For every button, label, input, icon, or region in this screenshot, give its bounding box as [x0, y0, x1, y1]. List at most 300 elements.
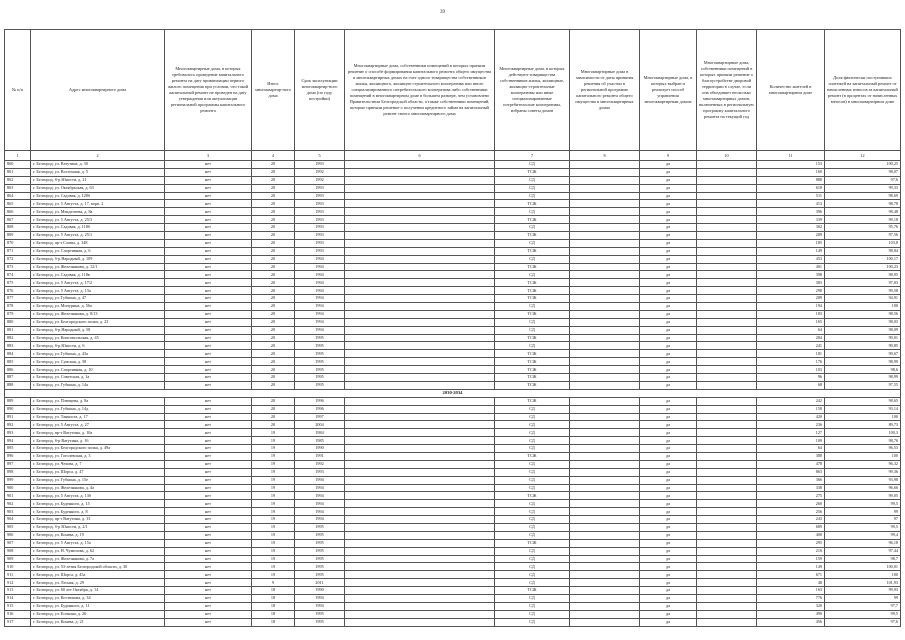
table-cell: г. Белгород, ул. Железнякова, д. 4а — [31, 484, 165, 492]
table-cell: СД — [495, 437, 570, 445]
table-cell: 19 — [252, 452, 295, 460]
table-row — [5, 326, 901, 334]
table-cell: 96,18 — [825, 539, 901, 547]
table-cell — [570, 452, 640, 460]
table-cell: нет — [165, 618, 252, 626]
table-row — [5, 208, 901, 216]
table-cell — [345, 287, 495, 295]
table-cell: г. Белгород, ул. Сумская, д. 58 — [31, 358, 165, 366]
table-cell: 185 — [757, 239, 825, 247]
table-row — [5, 168, 901, 176]
table-cell — [697, 437, 757, 445]
table-row — [5, 184, 901, 192]
table-row — [5, 421, 901, 429]
table-cell: 1994 — [295, 508, 345, 516]
table-cell: 878 — [5, 303, 31, 311]
table-cell: да — [640, 310, 697, 318]
table-cell: нет — [165, 508, 252, 516]
table-cell: 1995 — [295, 610, 345, 618]
column-number-cell: 6 — [345, 151, 495, 161]
table-cell: 99 — [825, 594, 901, 602]
table-cell — [697, 555, 757, 563]
table-cell: 1985 — [295, 437, 345, 445]
column-number-cell: 4 — [252, 151, 295, 161]
table-cell: СД — [495, 531, 570, 539]
table-cell: 1995 — [295, 374, 345, 382]
table-cell — [570, 618, 640, 626]
table-cell: нет — [165, 531, 252, 539]
table-cell — [697, 602, 757, 610]
table-cell: да — [640, 508, 697, 516]
table-row — [5, 334, 901, 342]
table-cell: нет — [165, 594, 252, 602]
table-cell: 298 — [757, 287, 825, 295]
table-cell: 1994 — [295, 500, 345, 508]
table-cell — [697, 208, 757, 216]
table-cell: 18 — [252, 587, 295, 595]
table-cell — [345, 555, 495, 563]
table-cell: 889 — [5, 397, 31, 405]
table-cell — [697, 547, 757, 555]
table-cell: 89,73 — [825, 421, 901, 429]
table-cell: 18 — [252, 618, 295, 626]
table-cell: 1990 — [295, 445, 345, 453]
table-row — [5, 531, 901, 539]
table-cell — [697, 460, 757, 468]
table-cell: 1993 — [295, 232, 345, 240]
table-cell: 1994 — [295, 484, 345, 492]
table-cell: ТСЖ — [495, 279, 570, 287]
table-cell — [697, 366, 757, 374]
table-cell: ТСЖ — [495, 310, 570, 318]
table-cell — [345, 571, 495, 579]
table-cell: нет — [165, 334, 252, 342]
table-cell: 396 — [757, 208, 825, 216]
table-cell: 64 — [757, 326, 825, 334]
table-cell — [697, 279, 757, 287]
table-cell — [345, 192, 495, 200]
table-cell: 20 — [252, 295, 295, 303]
table-cell — [697, 484, 757, 492]
table-cell: 98,99 — [825, 374, 901, 382]
table-cell: ТСЖ — [495, 492, 570, 500]
table-cell: да — [640, 342, 697, 350]
table-cell — [570, 168, 640, 176]
table-cell: нет — [165, 374, 252, 382]
table-cell — [570, 397, 640, 405]
table-cell — [345, 445, 495, 453]
table-cell — [570, 610, 640, 618]
table-cell — [697, 176, 757, 184]
table-cell — [697, 594, 757, 602]
table-cell — [570, 255, 640, 263]
header-cell-decision-date: Многоквартирные дома в зависимости от даты принятия решения об участии в региональной программе капитального ремонта общего имущества в многоквартирных домах — [570, 30, 640, 151]
table-cell — [570, 571, 640, 579]
table-cell: 863 — [5, 184, 31, 192]
table-cell: 93,14 — [825, 405, 901, 413]
table-cell: нет — [165, 200, 252, 208]
table-cell: 1993 — [295, 200, 345, 208]
table-cell: 1993 — [295, 208, 345, 216]
table-cell: 176 — [757, 358, 825, 366]
table-cell: г. Белгород, ул. Буденного, д. 11 — [31, 602, 165, 610]
table-cell — [345, 421, 495, 429]
table-cell: г. Белгород, ул. Железнякова, д. 7а — [31, 555, 165, 563]
table-cell — [570, 602, 640, 610]
table-cell — [345, 508, 495, 516]
table-cell: 98,48 — [825, 208, 901, 216]
table-cell — [697, 405, 757, 413]
table-cell — [697, 413, 757, 421]
table-cell: 99,5 — [825, 523, 901, 531]
table-cell: 149 — [757, 563, 825, 571]
table-cell: 866 — [5, 208, 31, 216]
table-cell: 260 — [757, 500, 825, 508]
table-cell: ТСЖ — [495, 287, 570, 295]
table-cell: 863 — [757, 468, 825, 476]
table-row — [5, 247, 901, 255]
table-cell: 401 — [757, 263, 825, 271]
table-cell: да — [640, 247, 697, 255]
table-cell: 275 — [757, 492, 825, 500]
table-cell: да — [640, 452, 697, 460]
table-cell: да — [640, 381, 697, 389]
table-cell — [697, 381, 757, 389]
table-cell: СД — [495, 192, 570, 200]
table-cell: да — [640, 161, 697, 169]
table-cell — [697, 531, 757, 539]
rows-group-bottom — [5, 397, 901, 626]
table-cell: СД — [495, 303, 570, 311]
table-cell — [697, 310, 757, 318]
table-cell: 97,6 — [825, 176, 901, 184]
table-cell — [345, 303, 495, 311]
table-cell — [570, 500, 640, 508]
table-row — [5, 239, 901, 247]
table-cell — [697, 452, 757, 460]
table-cell: ТСЖ — [495, 539, 570, 547]
table-cell: 19 — [252, 531, 295, 539]
table-cell — [570, 523, 640, 531]
table-cell — [697, 397, 757, 405]
table-cell: 18 — [252, 602, 295, 610]
table-cell: СД — [495, 413, 570, 421]
table-cell: да — [640, 531, 697, 539]
table-cell: 1984 — [295, 429, 345, 437]
table-cell: нет — [165, 247, 252, 255]
table-cell — [345, 366, 495, 374]
column-number-cell: 5 — [295, 151, 345, 161]
table-cell: г. Белгород, ул. Лесная, д. 29 — [31, 579, 165, 587]
table-cell: 1995 — [295, 381, 345, 389]
table-cell: 1995 — [295, 350, 345, 358]
table-cell — [570, 445, 640, 453]
table-cell — [570, 303, 640, 311]
table-cell — [345, 263, 495, 271]
table-cell: нет — [165, 421, 252, 429]
table-cell: 905 — [5, 523, 31, 531]
table-cell — [345, 413, 495, 421]
table-cell: 20 — [252, 255, 295, 263]
table-cell — [570, 271, 640, 279]
table-cell: г. Белгород, ул. Шорса, д. 47 — [31, 468, 165, 476]
table-cell: нет — [165, 287, 252, 295]
table-cell: да — [640, 350, 697, 358]
table-cell: 98,99 — [825, 358, 901, 366]
header-cell-privatization: Многоквартирные дома, в которых требовалось проведение капитального ремонта на дату приватизации первого жилого помещения при условии, что такой капитальный ремонт не проведен на дату утверждения или актуализации региональной программы капитального ремонта — [165, 30, 252, 151]
table-row — [5, 610, 901, 618]
table-cell: 96,32 — [825, 460, 901, 468]
table-cell: 19 — [252, 476, 295, 484]
table-cell: нет — [165, 271, 252, 279]
header-cell-number: № п/п — [5, 30, 31, 151]
header-cell-hoa: Многоквартирные дома, в которых действуют товарищества собственников жилья, жилищные, жилищно-строительные кооперативы или иные специализированные потребительские кооперативы, избраны советы домов — [495, 30, 570, 151]
table-cell: нет — [165, 547, 252, 555]
table-cell: СД — [495, 508, 570, 516]
table-cell — [345, 176, 495, 184]
table-cell: 899 — [5, 476, 31, 484]
table-cell — [345, 310, 495, 318]
table-cell — [570, 295, 640, 303]
table-row — [5, 555, 901, 563]
table-cell: 456 — [757, 618, 825, 626]
table-cell: 914 — [5, 594, 31, 602]
table-cell: 100 — [825, 413, 901, 421]
table-cell: нет — [165, 571, 252, 579]
table-cell: 100,25 — [825, 161, 901, 169]
table-cell: ТСЖ — [495, 397, 570, 405]
table-cell: ТСЖ — [495, 232, 570, 240]
table-cell: г. Белгород, ул. Восточная, д. 5 — [31, 168, 165, 176]
table-cell: ТСЖ — [495, 452, 570, 460]
table-cell: нет — [165, 476, 252, 484]
table-cell: 97,55 — [825, 381, 901, 389]
table-row — [5, 516, 901, 524]
table-cell: 1994 — [295, 594, 345, 602]
table-cell — [570, 413, 640, 421]
table-cell: нет — [165, 523, 252, 531]
table-row — [5, 318, 901, 326]
table-cell — [697, 232, 757, 240]
table-cell: да — [640, 602, 697, 610]
table-cell: да — [640, 555, 697, 563]
table-cell: г. Белгород, ул. Губкина, д. 43а — [31, 350, 165, 358]
table-cell: 98,84 — [825, 247, 901, 255]
table-cell: ТСЖ — [495, 381, 570, 389]
table-cell: 874 — [5, 271, 31, 279]
table-cell: 48 — [757, 579, 825, 587]
table-cell: г. Белгород, ул. Буденного, д. 8 — [31, 508, 165, 516]
table-cell: да — [640, 232, 697, 240]
table-cell: 20 — [252, 413, 295, 421]
table-cell: ТСЖ — [495, 247, 570, 255]
table-cell: 97,03 — [825, 279, 901, 287]
table-cell: 20 — [252, 184, 295, 192]
table-cell: нет — [165, 602, 252, 610]
table-cell: да — [640, 421, 697, 429]
table-cell: 915 — [5, 602, 31, 610]
table-row — [5, 279, 901, 287]
table-cell: 1994 — [295, 602, 345, 610]
table-row — [5, 271, 901, 279]
table-cell: ТСЖ — [495, 200, 570, 208]
table-cell: 20 — [252, 279, 295, 287]
table-cell: 20 — [252, 381, 295, 389]
table-cell: да — [640, 429, 697, 437]
table-cell — [345, 405, 495, 413]
table-cell: да — [640, 492, 697, 500]
table-cell: 398 — [757, 271, 825, 279]
table-cell: СД — [495, 445, 570, 453]
table-cell — [697, 247, 757, 255]
table-cell: 96 — [757, 374, 825, 382]
table-cell: г. Белгород, ул. Советская, д. 1а — [31, 374, 165, 382]
table-cell — [570, 516, 640, 524]
table-cell: 671 — [757, 571, 825, 579]
table-cell: 19 — [252, 571, 295, 579]
table-cell: 289 — [757, 295, 825, 303]
table-cell: 20 — [252, 326, 295, 334]
table-cell: нет — [165, 539, 252, 547]
table-cell: 160 — [757, 168, 825, 176]
table-cell — [345, 460, 495, 468]
table-row — [5, 476, 901, 484]
table-cell: да — [640, 594, 697, 602]
table-cell: 20 — [252, 200, 295, 208]
table-cell: нет — [165, 176, 252, 184]
table-cell — [570, 508, 640, 516]
column-number-cell: 1 — [5, 151, 31, 161]
table-cell: СД — [495, 405, 570, 413]
table-row — [5, 176, 901, 184]
table-cell: нет — [165, 342, 252, 350]
table-row — [5, 350, 901, 358]
table-cell: 241 — [757, 342, 825, 350]
table-cell: 1994 — [295, 310, 345, 318]
table-cell — [697, 610, 757, 618]
table-cell: да — [640, 571, 697, 579]
table-cell — [697, 326, 757, 334]
table-cell — [570, 287, 640, 295]
table-cell: 511 — [757, 192, 825, 200]
table-cell: 20 — [252, 192, 295, 200]
table-cell — [570, 224, 640, 232]
table-cell — [570, 579, 640, 587]
table-cell: 1994 — [295, 287, 345, 295]
table-cell: г. Белгород, ул. 5 Августа, д. 13а — [31, 287, 165, 295]
table-cell: нет — [165, 358, 252, 366]
table-cell: 1992 — [295, 168, 345, 176]
table-cell: 869 — [5, 232, 31, 240]
table-cell: 1994 — [295, 476, 345, 484]
table-cell: 236 — [757, 421, 825, 429]
table-cell: 898 — [5, 468, 31, 476]
table-cell: 490 — [757, 610, 825, 618]
table-cell: да — [640, 263, 697, 271]
table-cell — [345, 295, 495, 303]
table-cell — [697, 468, 757, 476]
table-cell: 916 — [5, 610, 31, 618]
table-cell: 98,09 — [825, 326, 901, 334]
table-cell: 884 — [5, 350, 31, 358]
table-cell: нет — [165, 468, 252, 476]
header-cell-residents: Количество жителей в многоквартирном доме — [757, 30, 825, 151]
table-cell — [570, 192, 640, 200]
table-cell: да — [640, 437, 697, 445]
table-cell: 95,76 — [825, 224, 901, 232]
table-cell — [697, 445, 757, 453]
table-cell: 875 — [5, 279, 31, 287]
table-cell: да — [640, 192, 697, 200]
table-cell: 99,05 — [825, 492, 901, 500]
table-cell: ТСЖ — [495, 374, 570, 382]
table-cell: нет — [165, 216, 252, 224]
table-cell — [345, 381, 495, 389]
table-cell: да — [640, 413, 697, 421]
table-cell — [345, 547, 495, 555]
table-cell — [345, 255, 495, 263]
section-row — [5, 389, 901, 397]
table-cell: да — [640, 539, 697, 547]
table-cell — [697, 350, 757, 358]
table-cell: да — [640, 579, 697, 587]
table-cell: 902 — [5, 500, 31, 508]
table-cell: 886 — [5, 366, 31, 374]
table-cell: СД — [495, 602, 570, 610]
table-cell: 1994 — [295, 516, 345, 524]
table-cell: нет — [165, 587, 252, 595]
table-cell: 97,56 — [825, 232, 901, 240]
table-cell — [697, 216, 757, 224]
table-cell: 867 — [5, 216, 31, 224]
table-cell: 1996 — [295, 405, 345, 413]
table-cell: нет — [165, 239, 252, 247]
table-cell: 400 — [757, 531, 825, 539]
table-cell — [570, 200, 640, 208]
table-row — [5, 413, 901, 421]
table-cell: 284 — [757, 334, 825, 342]
table-cell — [345, 531, 495, 539]
table-cell: г. Белгород, ул. Костюкова, д. 34 — [31, 594, 165, 602]
table-cell: г. Белгород, ул. Губкина, д. 14д — [31, 405, 165, 413]
table-cell: г. Белгород, ул. Конева, д. 21 — [31, 618, 165, 626]
table-cell: СД — [495, 579, 570, 587]
table-cell: г. Белгород, ул. Плющева, д. 8а — [31, 397, 165, 405]
table-row — [5, 508, 901, 516]
table-cell: СД — [495, 610, 570, 618]
table-cell: 149 — [757, 247, 825, 255]
table-cell: г. Белгород, ул. Мичурина, д. 56а — [31, 303, 165, 311]
table-row — [5, 295, 901, 303]
table-cell — [570, 208, 640, 216]
table-row — [5, 397, 901, 405]
table-cell — [345, 224, 495, 232]
table-cell: 860 — [5, 161, 31, 169]
table-row — [5, 358, 901, 366]
table-cell: 96,53 — [825, 445, 901, 453]
table-cell: г. Белгород, ул. Губкина, д. 14а — [31, 381, 165, 389]
table-row — [5, 468, 901, 476]
table-cell — [570, 366, 640, 374]
table-cell: да — [640, 523, 697, 531]
table-cell — [697, 374, 757, 382]
table-row — [5, 232, 901, 240]
table-cell: 127 — [757, 429, 825, 437]
table-cell: г. Белгород, ул. 5 Августа, д. 27 — [31, 421, 165, 429]
table-cell — [345, 216, 495, 224]
table-cell: да — [640, 208, 697, 216]
table-cell: 20 — [252, 318, 295, 326]
